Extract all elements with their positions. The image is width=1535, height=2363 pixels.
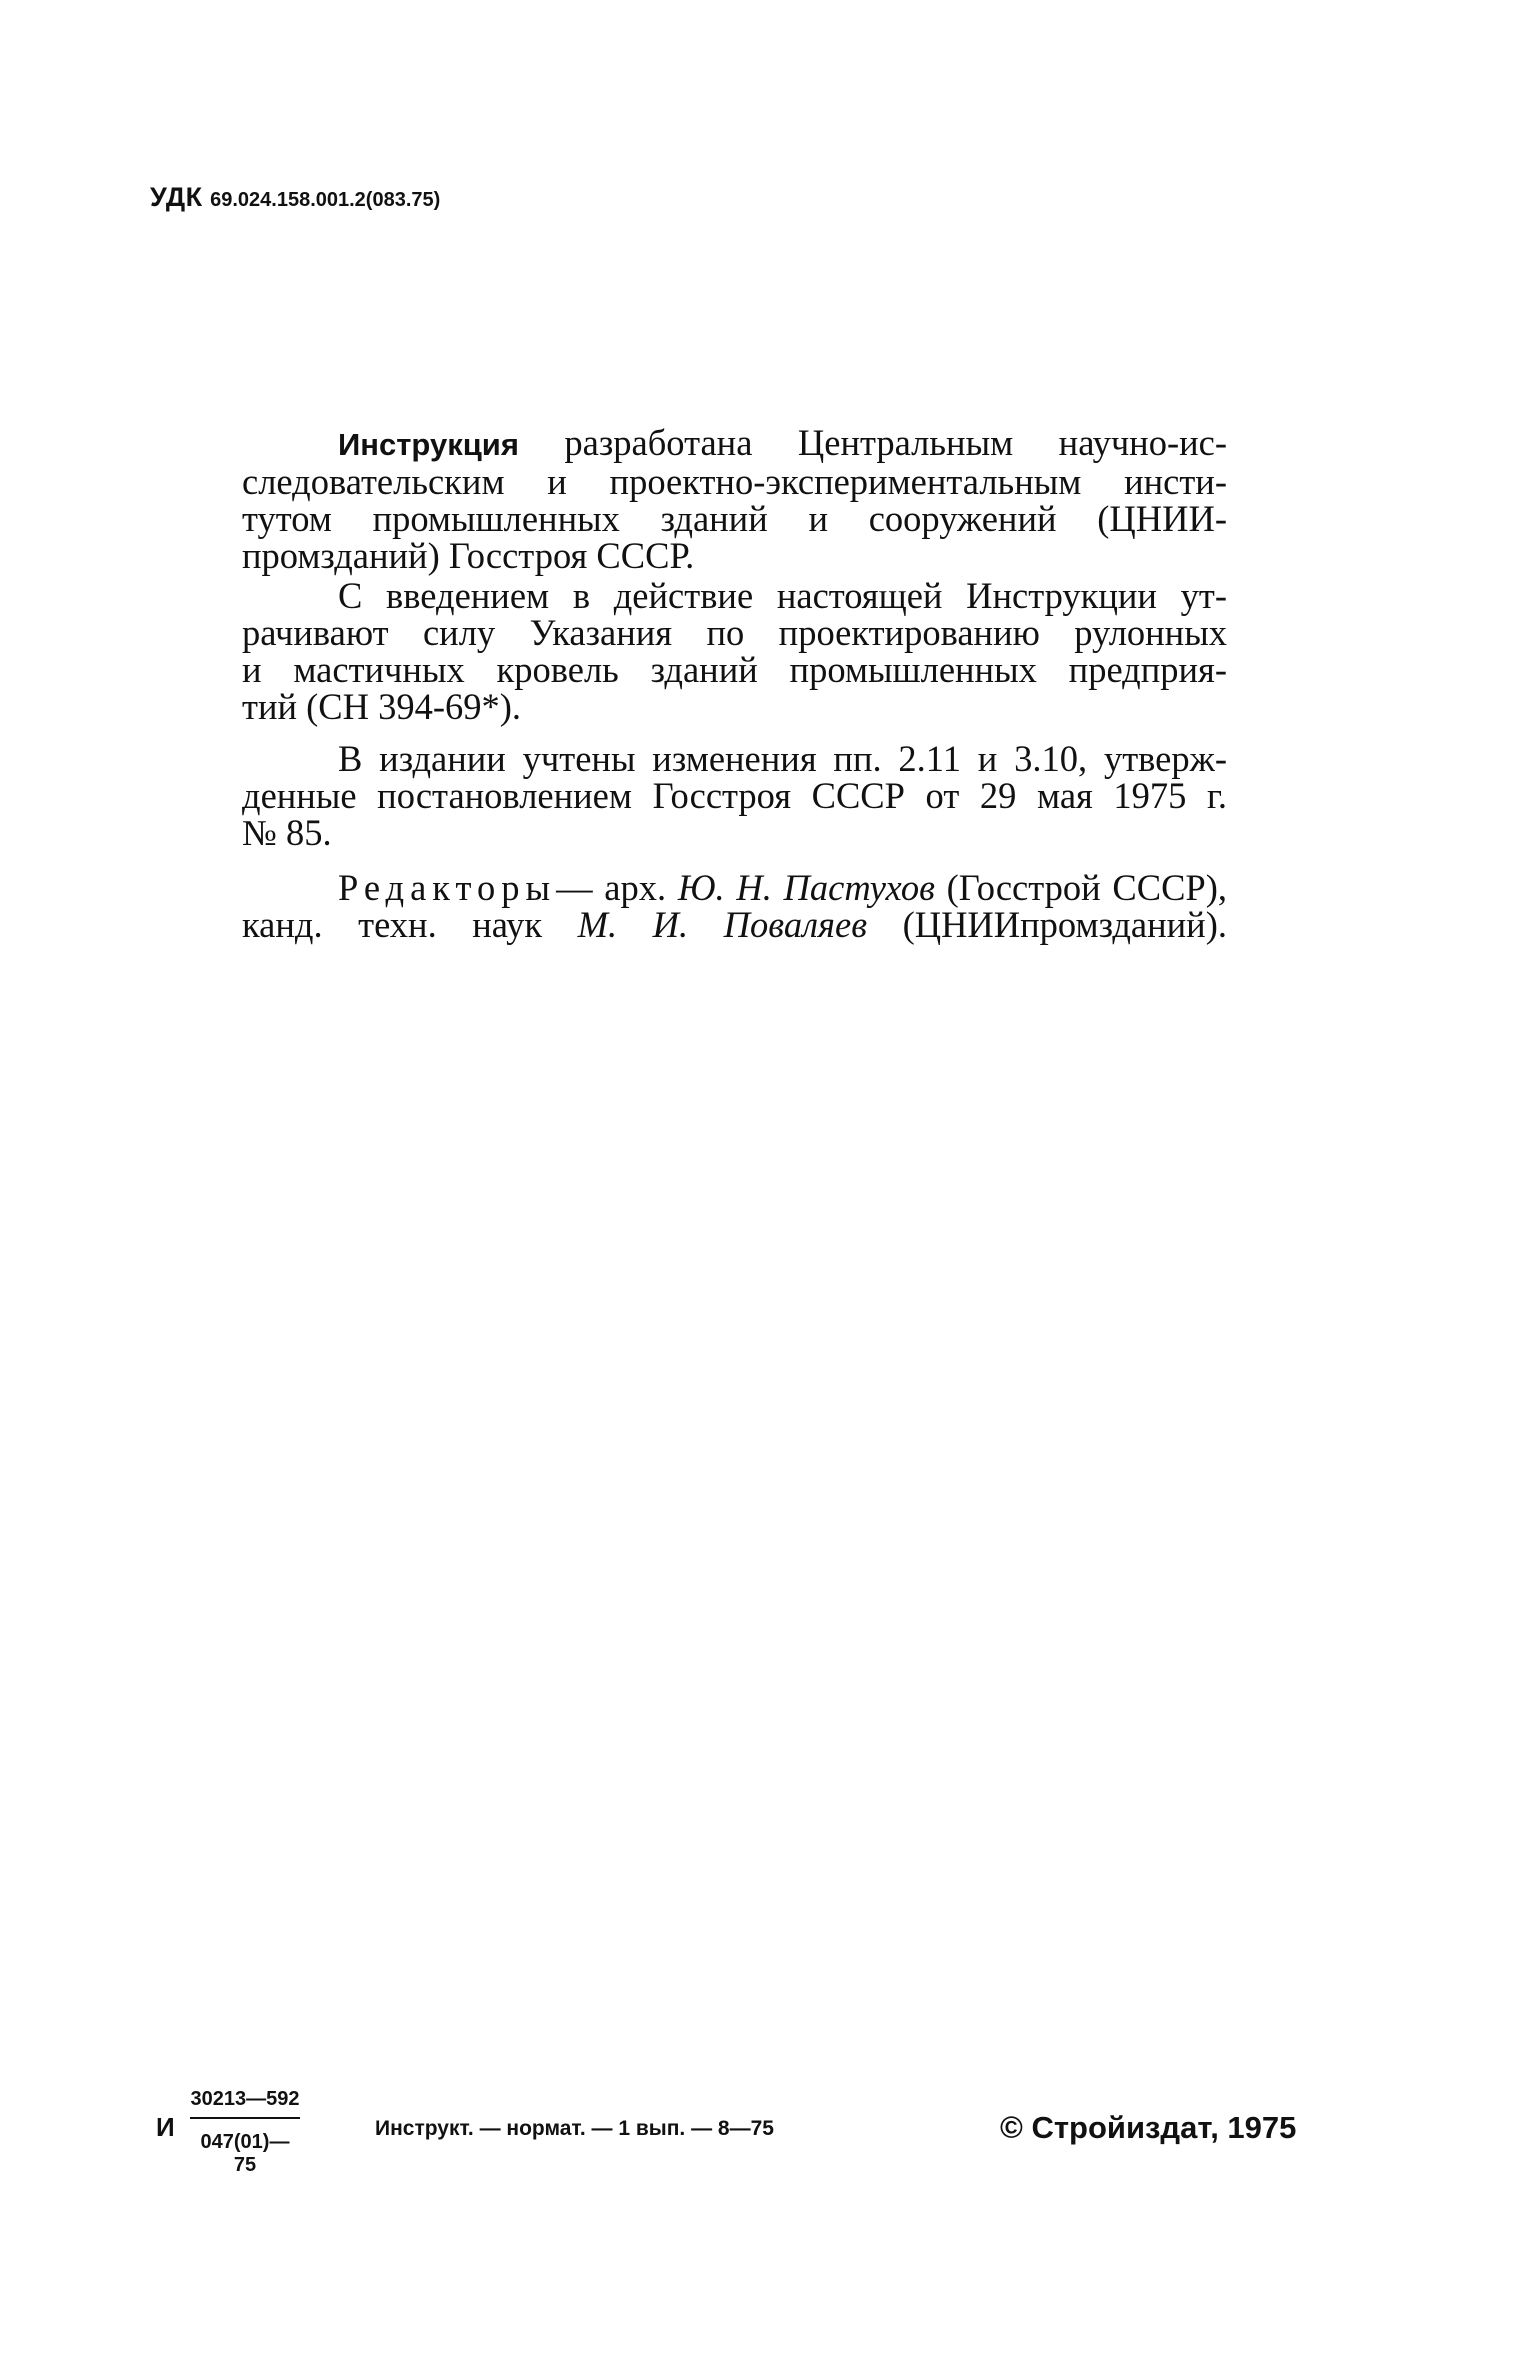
- imprint-series: Инструкт. — нормат. — 1 вып. — 8—75: [375, 2117, 774, 2140]
- text-line: следовательским и проектно-экспериментальным инсти-: [242, 461, 1227, 502]
- text-line: денные постановлением Госстроя СССР от 29 мая 1975 г.: [242, 775, 1227, 816]
- text-line: тутом промышленных зданий и сооружений (ЦНИИ-: [242, 498, 1227, 539]
- copyright-notice: © Стройиздат, 1975: [1000, 2110, 1297, 2145]
- udk-label: УДК: [150, 182, 203, 212]
- udk-code: [150, 182, 440, 213]
- text-line: № 85.: [242, 812, 332, 853]
- text-line-content: разработана Центральным научно-ис-: [564, 422, 1227, 463]
- editors-dash: — арх.: [556, 867, 667, 908]
- editor-organization: (Госстрой СССР),: [946, 867, 1228, 908]
- imprint-footer: [150, 2088, 1330, 2176]
- text-line: [242, 424, 1227, 463]
- text-line: [242, 869, 1227, 906]
- text-line: С введением в действие настоящей Инструкции ут-: [338, 575, 1227, 616]
- paragraph-lead-word: Инструкция: [338, 427, 519, 462]
- paragraph-supersedes: [242, 577, 1227, 725]
- text-line: тий (СН 394-69*).: [242, 686, 522, 727]
- text-line: промзданий) Госстроя СССР.: [242, 535, 695, 576]
- editor-organization: (ЦНИИпромзданий).: [902, 904, 1227, 945]
- paragraph-editors: [242, 869, 1227, 943]
- editors-label: Редакторы: [338, 867, 557, 908]
- paragraph-developer: [242, 424, 1227, 574]
- imprint-denominator: 047(01)—75: [200, 2131, 290, 2176]
- text-line: [242, 906, 1227, 943]
- editor-degree: канд. техн. наук: [242, 904, 543, 945]
- text-line: В издании учтены изменения пп. 2.11 и 3.10, утверж-: [338, 738, 1227, 779]
- text-line: рачивают силу Указания по проектированию рулонных: [242, 612, 1227, 653]
- udk-number: 69.024.158.001.2(083.75): [210, 189, 441, 211]
- imprint-letter: И: [156, 2112, 175, 2142]
- text-line: и мастичных кровель зданий промышленных предприя-: [242, 649, 1227, 690]
- paragraph-amendments: [242, 740, 1227, 851]
- editor-name: Ю. Н. Пастухов: [677, 867, 935, 908]
- editor-name: М. И. Поваляев: [577, 904, 868, 945]
- imprint-fraction: [190, 2088, 300, 2177]
- imprint-numerator: 30213—592: [190, 2088, 300, 2119]
